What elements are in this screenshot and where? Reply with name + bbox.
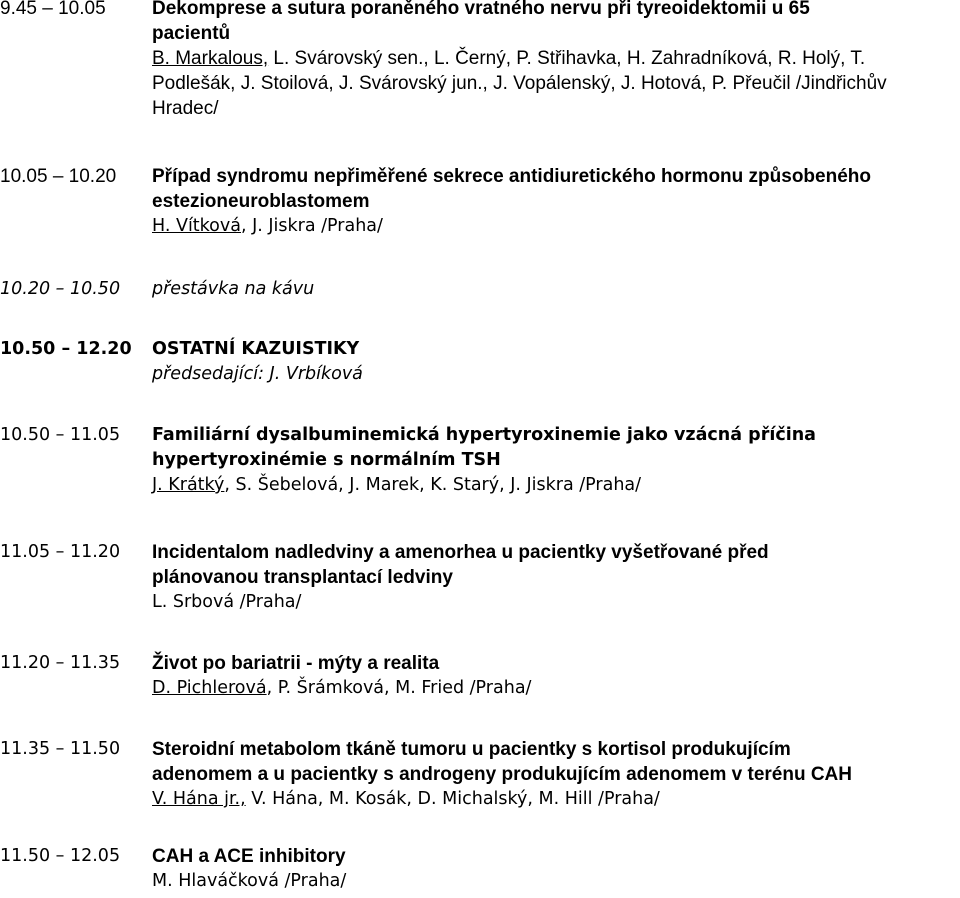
talk-title: plánovanou transplantací ledviny (152, 567, 453, 588)
talk-authors: M. Hlaváčková /Praha/ (152, 871, 347, 891)
entry-time: 11.20 – 11.35 (0, 653, 121, 673)
talk-authors: Hradec/ (152, 98, 219, 119)
presenting-author: V. Hána jr., (152, 789, 246, 809)
entry-time: 9.45 – 10.05 (0, 0, 106, 19)
coffee-break-label: přestávka na kávu (152, 279, 315, 299)
talk-title: Případ syndromu nepřiměřené sekrece antidiuretického hormonu způsobeného (152, 166, 871, 187)
entry-time: 11.05 – 11.20 (0, 542, 121, 562)
talk-authors (152, 214, 960, 239)
presenting-author: D. Pichlerová (152, 678, 267, 698)
talk-title: Incidentalom nadledviny a amenorhea u pacientky vyšetřované před (152, 542, 769, 563)
section-content (152, 337, 960, 387)
talk-authors (152, 473, 960, 498)
talk-authors (152, 676, 960, 701)
co-authors: , S. Šebelová, J. Marek, K. Starý, J. Jiskra /Praha/ (224, 475, 642, 495)
talk-title: hypertyroxinémie s normálním TSH (152, 450, 501, 470)
entry-content (152, 164, 960, 239)
entry-content (152, 844, 960, 894)
talk-title: adenomem a u pacientky s androgeny produkujícím adenomem v terénu CAH (152, 764, 853, 785)
talk-title: Život po bariatrii - mýty a realita (152, 653, 440, 674)
section-time: 10.50 – 12.20 (0, 339, 132, 359)
talk-title: pacientů (152, 23, 231, 44)
section-title: OSTATNÍ KAZUISTIKY (152, 339, 360, 359)
co-authors: , J. Jiskra /Praha/ (240, 216, 383, 236)
entry-time: 11.35 – 11.50 (0, 739, 121, 759)
talk-title: Familiární dysalbuminemická hypertyroxinemie jako vzácná příčina (152, 425, 816, 445)
co-authors: L. Svárovský sen., L. Černý, P. Střihavka, H. Zahradníková, R. Holý, T. (268, 48, 866, 69)
presenting-author: B. Markalous, (152, 48, 269, 69)
talk-authors: Podlešák, J. Stoilová, J. Svárovský jun., J. Vopálenský, J. Hotová, P. Přeučil /Jindřichův (152, 73, 887, 94)
presenting-author: J. Krátký (152, 475, 225, 495)
section-chair: předsedající: J. Vrbíková (152, 364, 363, 384)
talk-authors (152, 787, 960, 812)
entry-content (152, 0, 960, 121)
co-authors: V. Hána, M. Kosák, D. Michalský, M. Hill /Praha/ (245, 789, 660, 809)
entry-time: 10.05 – 10.20 (0, 166, 117, 187)
entry-time: 10.20 – 10.50 (0, 279, 121, 299)
talk-title: estezioneuroblastomem (152, 191, 370, 212)
talk-authors: L. Srbová /Praha/ (152, 592, 302, 612)
entry-content (152, 737, 960, 812)
talk-title: CAH a ACE inhibitory (152, 846, 346, 867)
co-authors: , P. Šrámková, M. Fried /Praha/ (266, 678, 532, 698)
talk-authors (152, 46, 960, 71)
talk-title: Steroidní metabolom tkáně tumoru u pacientky s kortisol produkujícím (152, 739, 791, 760)
entry-time: 10.50 – 11.05 (0, 425, 121, 445)
talk-title: Dekomprese a sutura poraněného vratného nervu při tyreoidektomii u 65 (152, 0, 810, 19)
entry-content (152, 540, 960, 615)
entry-content (152, 651, 960, 701)
presenting-author: H. Vítková (152, 216, 241, 236)
entry-content (152, 277, 960, 302)
entry-time: 11.50 – 12.05 (0, 846, 121, 866)
entry-content (152, 423, 960, 498)
